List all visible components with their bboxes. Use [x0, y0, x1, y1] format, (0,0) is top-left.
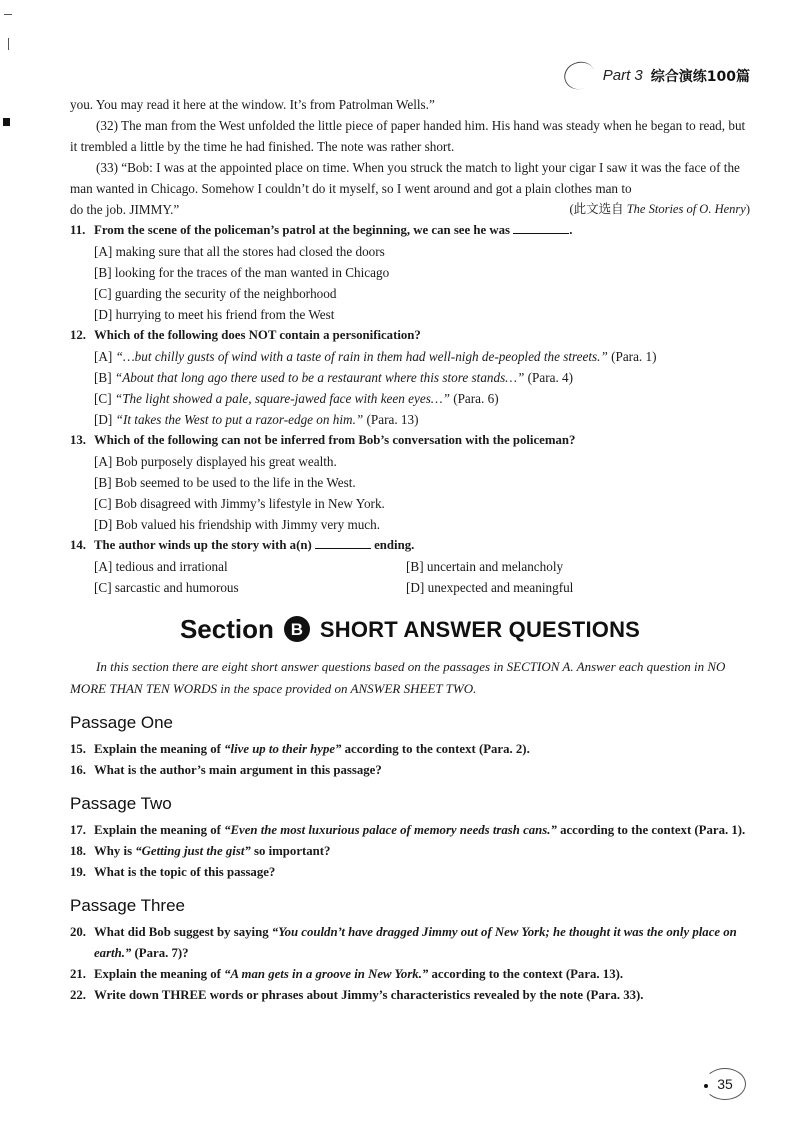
question-13: [70, 430, 750, 451]
question-number: 19.: [70, 865, 86, 879]
story-paragraph-33-end: do the job. JIMMY.”: [70, 202, 180, 217]
page-header: [564, 62, 750, 89]
option-a: [A] making sure that all the stores had closed the doors: [94, 244, 385, 259]
option-quote: “…but chilly gusts of wind with a taste of rain in them had well-nigh de-peopled the streets.”: [115, 349, 608, 364]
option-quote: “About that long ago there used to be a restaurant where this store stands…”: [114, 370, 525, 385]
question-quote: “live up to their hype”: [224, 742, 342, 756]
question-number: 17.: [70, 823, 86, 837]
option-b: [70, 367, 750, 388]
section-word: Section: [179, 613, 274, 644]
question-number: 22.: [70, 988, 86, 1002]
story-paragraph: you. You may read it here at the window. It’s from Patrolman Wells.”: [70, 97, 435, 112]
question-text-end: according to the context (Para. 2).: [341, 742, 530, 756]
option-b: [B] uncertain and melancholy: [406, 559, 564, 574]
question-text: From the scene of the policeman’s patrol at the beginning, we can see he was: [94, 223, 510, 237]
source-citation: [569, 199, 750, 220]
question-number: 18.: [70, 844, 86, 858]
option-a: [70, 346, 750, 367]
question-number: 21.: [70, 967, 86, 981]
question-end: .: [569, 223, 573, 237]
question-text-end: according to the context (Para. 1).: [556, 823, 746, 837]
question-17: [70, 820, 750, 841]
question-text: Explain the meaning of: [94, 742, 225, 756]
option-a: [A] Bob purposely displayed his great wealth.: [94, 454, 337, 469]
section-title: SHORT ANSWER QUESTIONS: [319, 616, 641, 642]
question-16: [70, 760, 750, 781]
option-label: [A]: [94, 349, 113, 364]
header-title: 综合演练100篇: [650, 68, 750, 85]
question-text-end: (Para. 7)?: [131, 946, 189, 960]
option-label: [C]: [94, 391, 112, 406]
source-prefix: (此文选自: [569, 202, 624, 216]
question-15: [70, 739, 750, 760]
option-c: [C] sarcastic and humorous: [94, 580, 239, 595]
option-label: [B]: [94, 370, 112, 385]
question-quote: “Getting just the gist”: [135, 844, 251, 858]
question-text: What is the topic of this passage?: [94, 865, 276, 879]
question-text: Which of the following can not be inferred from Bob’s conversation with the policeman?: [94, 433, 576, 447]
question-21: [70, 964, 750, 985]
question-quote: “You couldn’t have dragged Jimmy out of New York; he thought it was the only place on earth.”: [94, 925, 737, 960]
question-number: 11.: [70, 223, 86, 237]
option-label: [D]: [94, 412, 113, 427]
header-arc-decoration: [560, 58, 598, 94]
option-c: [C] Bob disagreed with Jimmy’s lifestyle in New York.: [94, 496, 385, 511]
options-row: [70, 577, 750, 598]
story-paragraph-32: (32) The man from the West unfolded the little piece of paper handed him. His hand was steady when he began to read, but it trembled a little by the time he had finished. The note was rather short.: [70, 118, 746, 154]
story-paragraph-33: (33) “Bob: I was at the appointed place on time. When you struck the match to light your cigar I saw it was the face of the man wanted in Chicago. Somehow I couldn’t do it myself, so I went around and got a plain clothes man to: [70, 160, 740, 196]
option-ref: (Para. 4): [527, 370, 574, 385]
option-b: [B] Bob seemed to be used to the life in the West.: [94, 475, 356, 490]
option-d: [D] hurrying to meet his friend from the West: [94, 307, 335, 322]
binding-mark: [3, 118, 10, 126]
passage-title: Passage Three: [70, 896, 185, 915]
question-20: [70, 922, 750, 964]
question-number: 15.: [70, 742, 86, 756]
question-22: [70, 985, 750, 1006]
question-text: Write down THREE words or phrases about Jimmy’s characteristics revealed by the note (Para. 33).: [94, 988, 644, 1002]
section-heading: [70, 613, 750, 644]
question-text: What did Bob suggest by saying: [94, 925, 272, 939]
question-text-end: according to the context (Para. 13).: [428, 967, 624, 981]
question-18: [70, 841, 750, 862]
question-number: 12.: [70, 328, 86, 342]
option-ref: (Para. 1): [611, 349, 657, 364]
question-11: [70, 220, 750, 241]
question-19: [70, 862, 750, 883]
option-ref: (Para. 6): [453, 391, 499, 406]
question-text: Explain the meaning of: [94, 823, 225, 837]
option-b: [B] looking for the traces of the man wanted in Chicago: [94, 265, 390, 280]
option-c: [C] guarding the security of the neighborhood: [94, 286, 337, 301]
option-c: [70, 388, 750, 409]
passage-title: Passage One: [70, 713, 174, 732]
section-letter-badge: B: [284, 616, 310, 642]
question-number: 16.: [70, 763, 86, 777]
option-d: [D] Bob valued his friendship with Jimmy very much.: [94, 517, 381, 532]
option-quote: “The light showed a pale, square-jawed face with keen eyes…”: [114, 391, 450, 406]
question-text: Which of the following does NOT contain a personification?: [94, 328, 421, 342]
crop-mark: [4, 14, 12, 15]
question-number: 20.: [70, 925, 86, 939]
question-12: [70, 325, 750, 346]
page-content: [70, 94, 750, 1006]
crop-mark: [8, 38, 9, 50]
source-title: The Stories of O. Henry: [626, 202, 746, 216]
question-text: The author winds up the story with a(n): [94, 538, 312, 552]
question-text: Why is: [94, 844, 136, 858]
header-part-label: Part 3: [602, 67, 643, 84]
question-number: 14.: [70, 538, 86, 552]
story-end-line: [70, 199, 750, 220]
answer-blank: [315, 536, 371, 549]
question-text-end: so important?: [250, 844, 331, 858]
question-text: What is the author’s main argument in this passage?: [94, 763, 382, 777]
answer-blank: [513, 221, 569, 234]
option-ref: (Para. 13): [366, 412, 419, 427]
passage-title: Passage Two: [70, 794, 172, 813]
question-14: [70, 535, 750, 556]
question-text-end: ending.: [374, 538, 415, 552]
option-a: [A] tedious and irrational: [94, 559, 228, 574]
source-suffix: ): [745, 202, 750, 216]
option-d: [D] unexpected and meaningful: [406, 580, 574, 595]
page-number: 35: [704, 1068, 746, 1100]
option-d: [70, 409, 750, 430]
question-quote: “Even the most luxurious palace of memory needs trash cans.”: [224, 823, 557, 837]
question-quote: “A man gets in a groove in New York.”: [224, 967, 429, 981]
options-row: [70, 556, 750, 577]
section-instructions: In this section there are eight short answer questions based on the passages in SECTION A. Answer each question in NO MORE THAN TEN WORDS in the space provided on ANSWER SHEET TWO.: [70, 659, 726, 696]
option-quote: “It takes the West to put a razor-edge on him.”: [115, 412, 364, 427]
question-text: Explain the meaning of: [94, 967, 225, 981]
question-number: 13.: [70, 433, 86, 447]
